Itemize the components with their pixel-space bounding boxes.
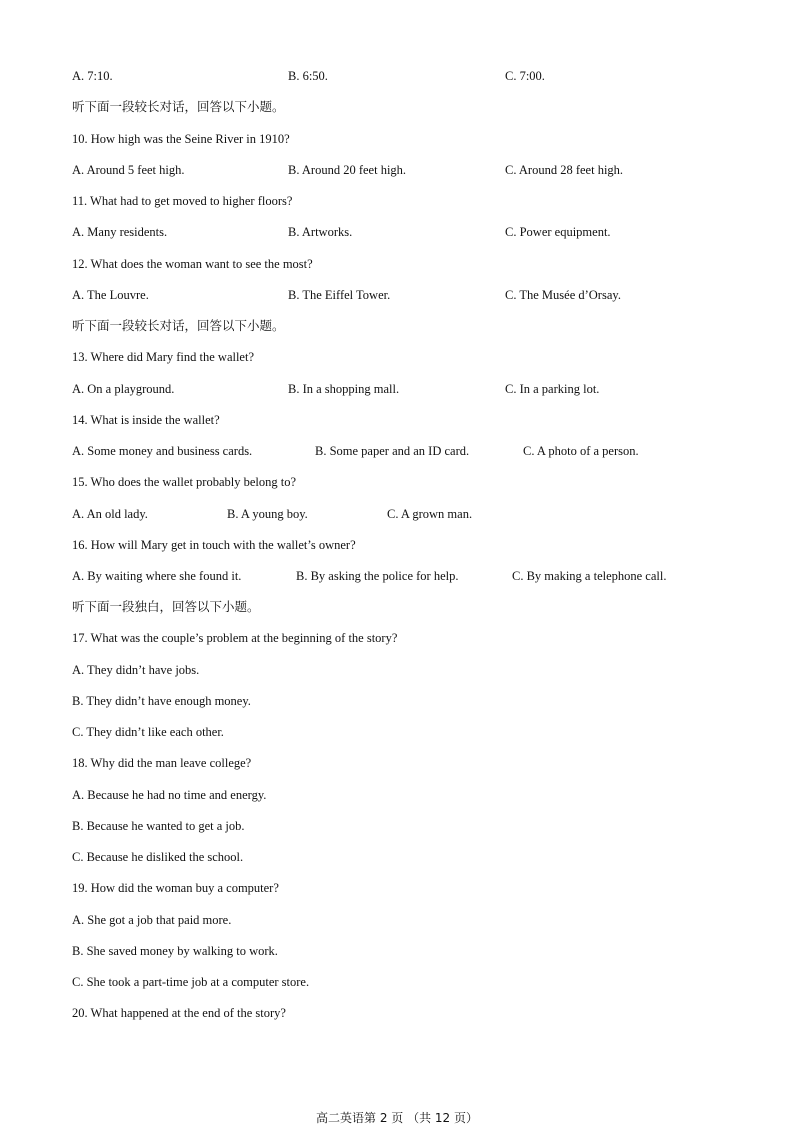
page-footer: 高二英语第 2 页 （共 12 页） [316,1111,478,1125]
question-15: 15. Who does the wallet probably belong to? [72,475,297,489]
option-b: B. She saved money by walking to work. [72,944,278,958]
question-10: 10. How high was the Seine River in 1910? [72,132,290,146]
option-b: B. By asking the police for help. [296,569,459,583]
option-a: A. By waiting where she found it. [72,569,242,583]
options-row-q15 [72,506,752,522]
option-b: B. 6:50. [288,69,328,83]
option-c: C. In a parking lot. [505,382,600,396]
option-b: B. Because he wanted to get a job. [72,819,245,833]
option-a: A. They didn’t have jobs. [72,663,200,677]
options-row-q10 [72,162,752,178]
option-b: B. Around 20 feet high. [288,163,407,177]
question-14: 14. What is inside the wallet? [72,413,220,427]
options-row-q12 [72,287,752,303]
section-heading-1: 听下面一段较长对话，回答以下小题。 [72,99,285,114]
option-a: A. Because he had no time and energy. [72,788,267,802]
question-19: 19. How did the woman buy a computer? [72,881,279,895]
option-b: B. In a shopping mall. [288,382,400,396]
option-c: C. She took a part-time job at a computer store. [72,975,310,989]
question-17: 17. What was the couple’s problem at the beginning of the story? [72,631,398,645]
question-20: 20. What happened at the end of the story? [72,1006,286,1020]
option-a: A. The Louvre. [72,288,149,302]
option-b: B. The Eiffel Tower. [288,288,391,302]
options-row-q14 [72,443,752,459]
option-a: A. Some money and business cards. [72,444,253,458]
question-18: 18. Why did the man leave college? [72,756,252,770]
option-c: C. Power equipment. [505,225,611,239]
question-11: 11. What had to get moved to higher floors? [72,194,293,208]
question-16: 16. How will Mary get in touch with the wallet’s owner? [72,538,356,552]
option-b: B. A young boy. [227,507,308,521]
section-heading-3: 听下面一段独白，回答以下小题。 [72,599,260,614]
question-13: 13. Where did Mary find the wallet? [72,350,255,364]
option-b: B. Artworks. [288,225,353,239]
option-c: C. A photo of a person. [523,444,639,458]
option-a: A. Many residents. [72,225,168,239]
option-c: C. The Musée d’Orsay. [505,288,621,302]
option-c: C. Around 28 feet high. [505,163,624,177]
options-row-q13 [72,381,752,397]
options-row-q9 [72,68,752,84]
options-row-q16 [72,568,752,584]
option-b: B. Some paper and an ID card. [315,444,470,458]
section-heading-2: 听下面一段较长对话，回答以下小题。 [72,318,285,333]
option-b: B. They didn’t have enough money. [72,694,251,708]
option-a: A. An old lady. [72,507,148,521]
options-row-q11 [72,224,752,240]
option-c: C. 7:00. [505,69,545,83]
option-a: A. She got a job that paid more. [72,913,232,927]
option-c: C. Because he disliked the school. [72,850,244,864]
option-c: C. They didn’t like each other. [72,725,224,739]
option-c: C. By making a telephone call. [512,569,667,583]
option-c: C. A grown man. [387,507,473,521]
option-a: A. 7:10. [72,69,113,83]
option-a: A. On a playground. [72,382,175,396]
option-a: A. Around 5 feet high. [72,163,185,177]
question-12: 12. What does the woman want to see the most? [72,257,313,271]
